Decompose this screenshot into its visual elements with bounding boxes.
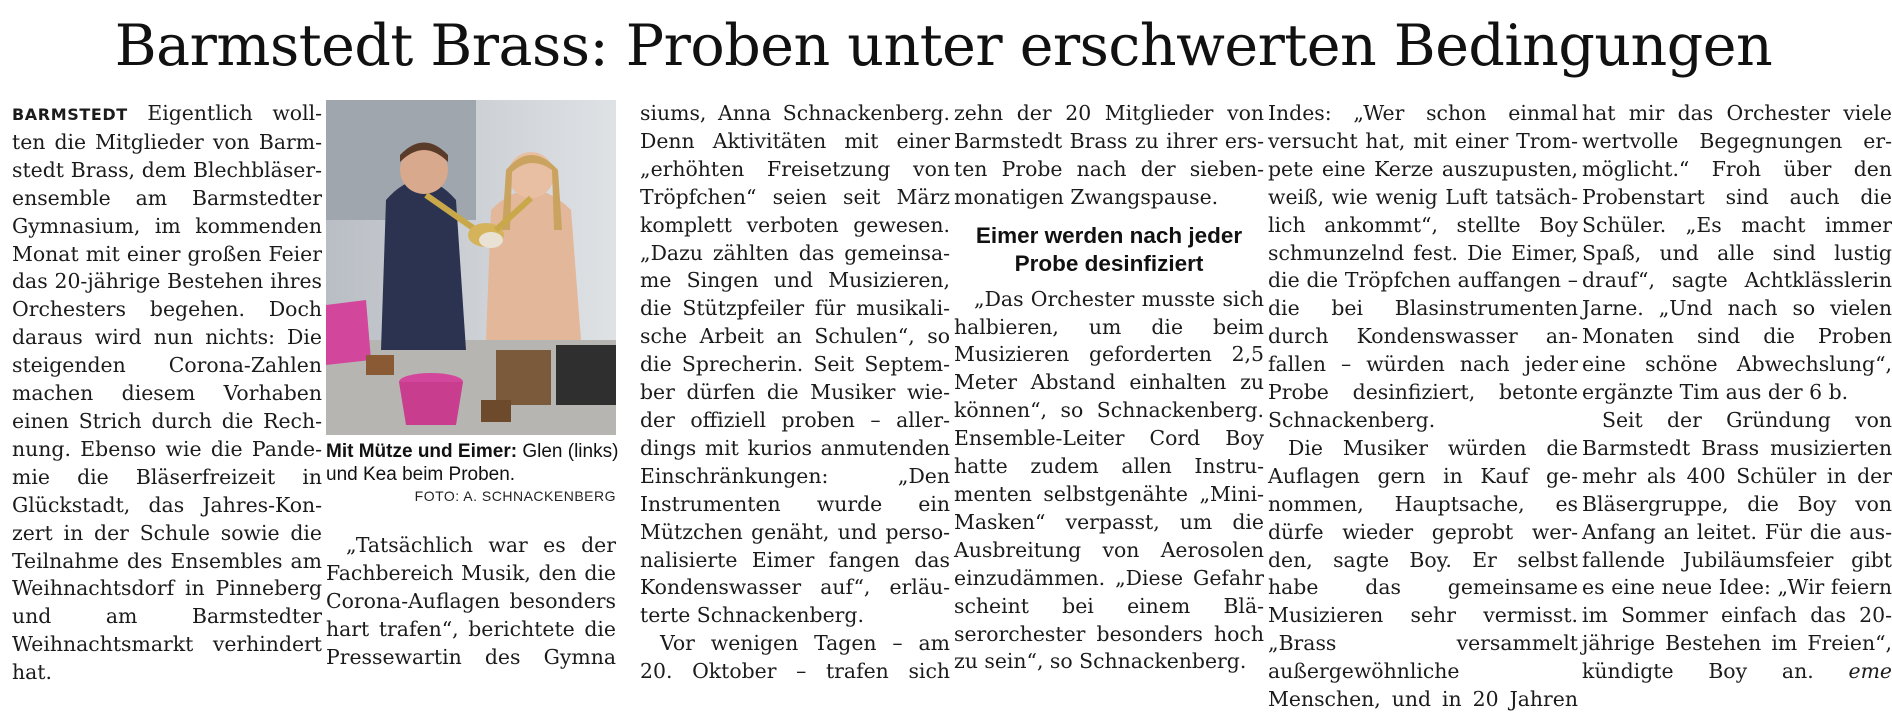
closing-line: kündigte Boy an. bbox=[1582, 659, 1814, 684]
text-line bbox=[1582, 658, 1892, 686]
body-paragraph: Seit der Gründung von Barmstedt Brass musizierten mehr als 400 Schüler in der Bläsergruppe, die Boy von Anfang an leitet. Für die ausfallende Jubiläumsfeier gibt es eine neue Idee: „Wir feiern im Sommer einfach das 20-jährige Bestehen im Freien“, bbox=[1582, 407, 1892, 656]
text-line: Vor wenigen Tagen – am bbox=[660, 631, 950, 656]
body-paragraph: Die Musiker würden die Auflagen gern in Kauf genommen, Hauptsache, es dürfe wieder geprobt werden, sagte Boy. Er selbst habe das gemeinsame Musizieren sehr vermisst. „Brass versammelt außergewöhnliche Menschen, und in 20 Jahren bbox=[1268, 435, 1578, 712]
photo-credit: FOTO: A. SCHNACKENBERG bbox=[414, 488, 616, 504]
subheading: Eimer werden nach jeder Probe desinfiziert bbox=[975, 222, 1243, 276]
article-headline: Barmstedt Brass: Proben unter erschwerten Bedingungen bbox=[114, 13, 1773, 79]
body-paragraph: Indes: „Wer schon einmal versucht hat, mit einer Trompete eine Kerze auszupusten, weiß, wie wenig Luft tatsächlich ankommt“, stellte Boy schmunzelnd fest. Die Eimer, die die Tröpfchen auffangen – die bei Blasinstrumenten durch Kondenswasser anfallen – würden nach jeder Probe desinfiziert, betonte Schnackenberg. bbox=[1268, 101, 1578, 432]
article-column-6 bbox=[1582, 100, 1892, 686]
body-paragraph: hat mir das Orchester viele wertvolle Begegnungen ermöglicht.“ Froh über den Probenstart sind auch die Schüler. „Es macht immer Spaß, und alle sind lustig drauf“, sagte Achtklässlerin Jarne. „Und nach so vielen Monaten sind die Proben eine schöne Abwechslung“, ergänzte Tim aus der 6 b. bbox=[1582, 101, 1892, 405]
body-paragraph: siums, Anna Schnackenberg. Denn Aktivitäten mit einer „erhöhten Freisetzung von Tröpfchen“ seien seit März komplett verboten gewesen. „Dazu zählten das gemeinsame Singen und Musizieren, die Stützpfeiler für musikalische Arbeit an Schulen“, so die Sprecherin. Seit September dürfen die Musiker wieder offiziell proben – allerdings mit kurios anmutenden Einschränkungen: „Den Instrumenten wurde ein Mützchen genäht, und personalisierte Eimer fangen das Kondenswasser auf“, erläuterte Schnackenberg. bbox=[640, 101, 950, 628]
article-column-1 bbox=[12, 100, 322, 687]
body-paragraph: „Das Orchester musste sich halbieren, um die beim Musizieren geforderten 2,5 Meter Abstand einhalten zu können“, so Schnackenberg. Ensemble-Leiter Cord Boy hatte zudem allen Instrumenten selbstgenähte „Mini-Masken“ verpasst, um die Ausbreitung von Aerosolen einzudämmen. „Diese Gefahr scheint bei einem Bläserorchester besonders hoch zu sein“, so Schnackenberg. bbox=[954, 286, 1264, 674]
body-paragraph: „Tatsächlich war es der Fachbereich Musik, den die Corona-Auflagen besonders hart trafen“, berichtete die Pressewartin des Gymna bbox=[326, 533, 616, 669]
article-column-4 bbox=[954, 100, 1264, 676]
caption-bold: Mit Mütze und Eimer: bbox=[326, 441, 518, 462]
paragraph-text: Eigentlich wollten die Mitglieder von Barmstedt Brass, dem Blechbläserensemble am Barmstedter Gymnasium, im kommenden Monat mit einer großen Feier das 20-jährige Bestehen ihres Orchesters begehen. Doch daraus wird nun nichts: Die steigenden Corona-Zahlen machen diesem Vorhaben einen Strich durch die Rechnung. Ebenso wie die Pandemie die Bläserfreizeit in Glückstadt, das Jahres-Konzert in der Schule sowie die Teilnahme des Ensembles am Weihnachtsdorf in Pinneberg und am Barmstedter Weihnachtsmarkt verhindert hat. bbox=[12, 101, 322, 685]
article-photo bbox=[326, 100, 616, 435]
article-column-3 bbox=[640, 100, 950, 686]
dateline: BARMSTEDT bbox=[12, 105, 128, 124]
caption-text: Glen (links) und Kea beim Proben. bbox=[326, 441, 619, 485]
article-column-5 bbox=[1268, 100, 1578, 714]
trumpet-players-photo bbox=[326, 100, 616, 435]
body-paragraph bbox=[12, 100, 322, 687]
author-signature: eme bbox=[1848, 659, 1892, 684]
body-paragraph: zehn der 20 Mitglieder von Barmstedt Brass zu ihrer ersten Probe nach der siebenmonatigen Zwangspause. bbox=[954, 101, 1264, 209]
photo-caption bbox=[326, 440, 626, 486]
text-line: 20. Oktober – trafen sich bbox=[640, 659, 950, 684]
